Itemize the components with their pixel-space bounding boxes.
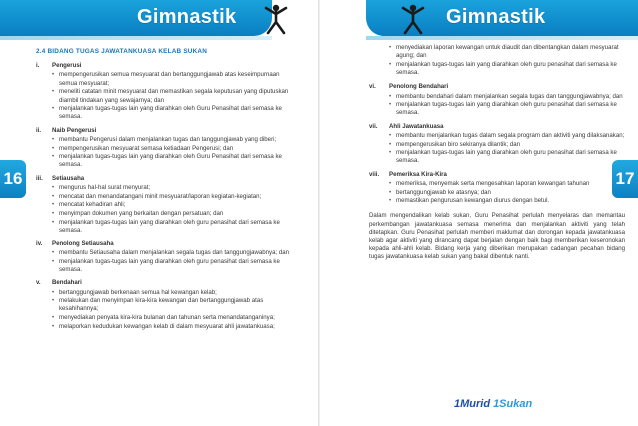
duty-item: • membantu bendahari dalam menjalankan segala tugas dan tanggungjawabnya; dan <box>389 93 625 101</box>
role-block <box>369 171 625 206</box>
duty-list <box>36 289 298 332</box>
duty-item: • menjalankan tugas-tugas lain yang diarahkan oleh Guru Penasihat dari semasa ke semasa. <box>52 153 298 169</box>
duty-item: • mencatat kehadiran ahli; <box>52 201 298 209</box>
duty-item: • bertanggungjawab berkenaan semua hal kewangan kelab; <box>52 289 298 297</box>
role-numeral: ii. <box>36 126 42 134</box>
role-heading <box>36 175 298 183</box>
program-logo <box>454 398 574 418</box>
duty-item: • mempengerusikan mesyuarat semasa ketiadaan Pengerusi; dan <box>52 145 298 153</box>
role-title: Bendahari <box>52 279 82 287</box>
role-numeral: vi. <box>369 83 376 91</box>
role-numeral: iii. <box>36 174 43 182</box>
right-content <box>369 44 625 268</box>
role-title: Pemeriksa Kira-Kira <box>389 170 447 178</box>
role-block <box>36 175 298 235</box>
role-title: Setiausaha <box>52 174 85 182</box>
right-banner <box>366 0 638 36</box>
role-heading <box>36 62 298 70</box>
role-list <box>369 83 625 205</box>
gymnast-figure-icon <box>259 2 293 36</box>
duty-item: • membantu Setiausaha dalam menjalankan segala tugas dan tanggungjawabnya; dan <box>52 249 298 257</box>
duty-item: • menyimpan dokumen yang berkaitan dengan persatuan; dan <box>52 210 298 218</box>
duty-item: • menjalankan tugas-tugas lain yang diarahkan oleh guru penasihat dari semasa ke semasa. <box>389 101 625 117</box>
duty-item: • membantu menjalankan tugas dalam segala program dan aktiviti yang dilaksanakan; <box>389 132 625 140</box>
continued-duties-list <box>369 44 625 77</box>
duty-item: • menjalankan tugas-tugas lain yang diarahkan oleh guru penasihat dari semasa ke semasa. <box>52 258 298 274</box>
section-heading: 2.4 BIDANG TUGAS JAWATANKUASA KELAB SUKAN <box>36 48 208 55</box>
duty-item: • meneliti catatan minit mesyuarat dan memastikan segala keputusan yang diputuskan diambil tindakan yang sewajarnya; dan <box>52 88 298 104</box>
role-numeral: viii. <box>369 170 380 178</box>
role-list <box>36 62 298 331</box>
role-numeral: iv. <box>36 240 43 248</box>
role-heading <box>36 127 298 135</box>
duty-list <box>369 180 625 206</box>
left-banner <box>0 0 272 36</box>
role-heading <box>369 83 625 91</box>
duty-item: • memeriksa, menyemak serta mengesahkan laporan kewangan tahunan <box>389 180 625 188</box>
role-block <box>36 127 298 170</box>
logo-part-1: 1Murid <box>454 398 491 410</box>
duty-item: • menyediakan penyata kira-kira bulanan dan tahunan serta menandatanganinya; <box>52 314 298 322</box>
duty-list <box>369 93 625 118</box>
duty-item: • membantu Pengerusi dalam menjalankan tugas dan tanggungjawab yang diberi; <box>52 136 298 144</box>
role-block <box>369 83 625 117</box>
duty-item: • mempengerusikan semua mesyuarat dan bertanggungjawab atas keseimpurnaan semua mesyuarat; <box>52 71 298 87</box>
duty-list <box>36 249 298 274</box>
duty-item: • melaporkan kedudukan kewangan kelab di dalam mesyuarat ahli jawatankuasa; <box>52 323 298 331</box>
closing-paragraph: Dalam mengendalikan kelab sukan, Guru Penasihat perlulah menyelaras dan memantau perkembangan jawatankuasa semasa menerima dan menjalankan aktiviti yang telah ditetapkan. Guru Penasihat perlulah memberi maklumat dan dorongan kepada jawatankuasa kelab agar aktiviti yang dirancang dapat berjalan dengan baik bagi memberikan keseronokan kepada ahli-ahli kelab. Bidang kerja yang diberikan merupakan cadangan pecahan bidang tugas jawatankuasa kelab sukan yang bakal dibentuk nanti. <box>369 212 625 261</box>
gymnast-figure-icon <box>396 2 430 36</box>
role-title: Penolong Bendahari <box>389 83 449 91</box>
role-block <box>36 240 298 274</box>
duty-list <box>36 71 298 121</box>
duty-item: • menyediakan laporan kewangan untuk diaudit dan dibentangkan dalam mesyuarat agung; dan <box>389 44 625 60</box>
duty-item: • memastikan pengurusan kewangan diurus dengan betul. <box>389 197 625 205</box>
right-page <box>319 0 638 426</box>
duty-item: • mempengerusikan biro sekiranya dilantik; dan <box>389 141 625 149</box>
left-page-number: 16 <box>0 160 26 198</box>
duty-item: • melakukan dan menyimpan kira-kira kewangan dan bertanggungjawab atas kesahihannya; <box>52 297 298 313</box>
duty-item: • menjalankan tugas-tugas lain yang diarahkan oleh Guru Penasihat dari semasa ke semasa. <box>52 105 298 121</box>
left-banner-title: Gimnastik <box>137 6 237 28</box>
role-block <box>369 123 625 166</box>
left-content <box>36 48 298 336</box>
role-heading <box>36 279 298 287</box>
role-numeral: vii. <box>369 122 378 130</box>
role-heading <box>369 123 625 131</box>
duty-item: • menjalankan tugas-tugas lain yang diarahkan oleh guru penasihat dari semasa ke semasa. <box>389 149 625 165</box>
duty-item: • menjalankan tugas-tugas lain yang diarahkan oleh guru penasihat dari semasa ke semasa. <box>389 61 625 77</box>
duty-list <box>369 132 625 166</box>
role-heading <box>36 240 298 248</box>
duty-list <box>36 184 298 235</box>
role-numeral: v. <box>36 279 41 287</box>
duty-item: • mencatat dan menandatangani minit mesyuarat/laporan kegiatan-kegiatan; <box>52 193 298 201</box>
role-title: Naib Pengerusi <box>52 126 97 134</box>
duty-item: • bertanggungjawab ke atasnya; dan <box>389 189 625 197</box>
role-numeral: i. <box>36 62 40 70</box>
duty-list <box>36 136 298 170</box>
right-page-number: 17 <box>612 160 638 198</box>
role-title: Pengerusi <box>52 62 82 70</box>
role-title: Penolong Setiausaha <box>52 240 114 248</box>
duty-item: • mengurus hal-hal surat menyurat; <box>52 184 298 192</box>
duty-item: • menjalankan tugas-tugas lain yang diarahkan oleh guru penasihat dari semasa ke semasa. <box>52 219 298 235</box>
role-block <box>36 62 298 121</box>
logo-part-2: 1Sukan <box>493 398 533 410</box>
role-block <box>36 279 298 331</box>
role-heading <box>369 171 625 179</box>
right-banner-title: Gimnastik <box>446 6 546 28</box>
role-title: Ahli Jawatankuasa <box>389 122 444 130</box>
